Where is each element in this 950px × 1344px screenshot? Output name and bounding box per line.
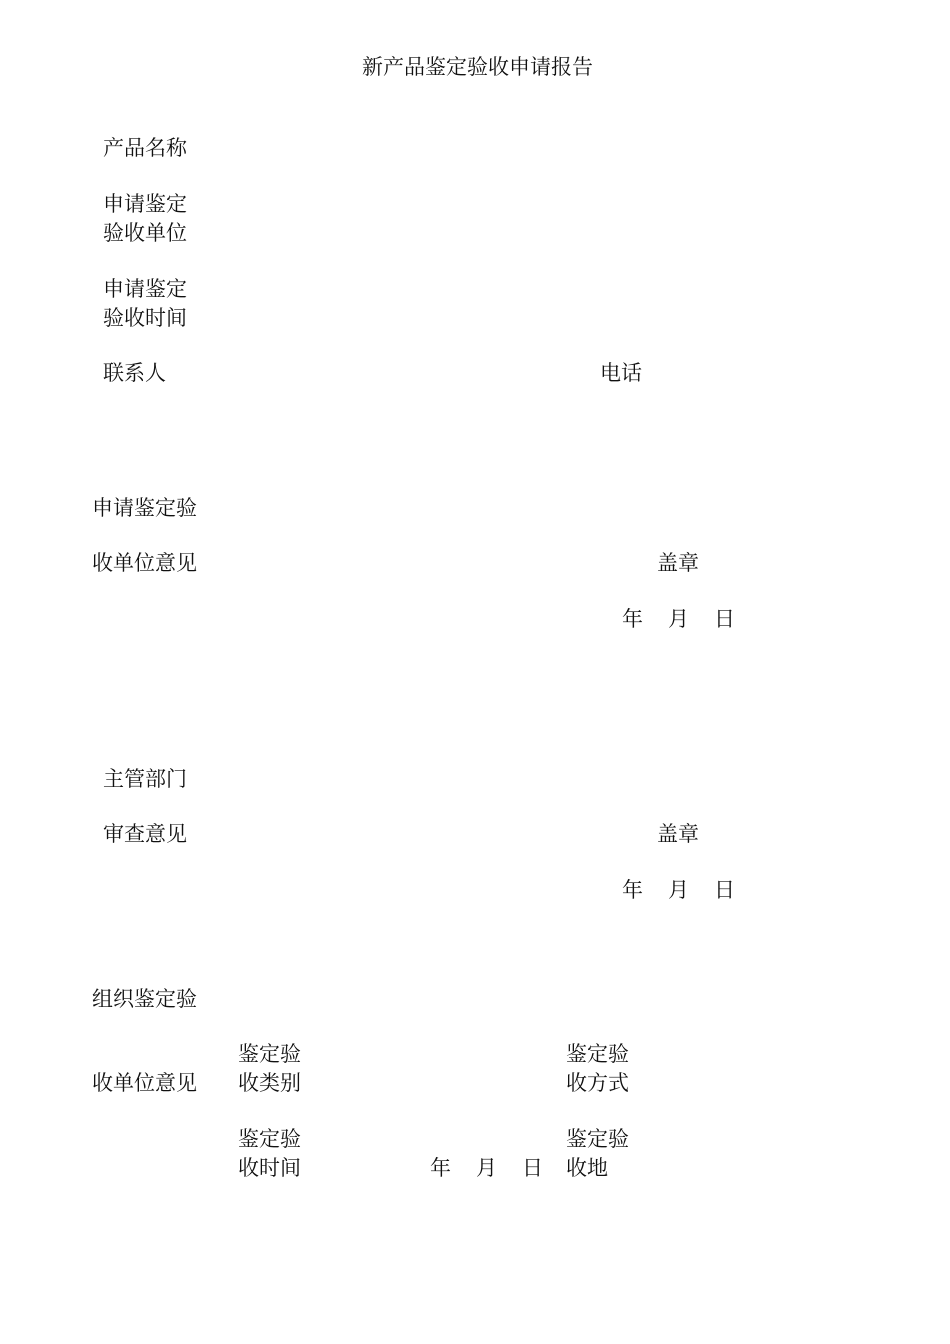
dept-date-year: 年: [622, 878, 643, 902]
org-category-label: [238, 1040, 301, 1098]
org-method-label-line1: 鉴定验: [566, 1042, 629, 1066]
org-method-label-line2: 收方式: [566, 1071, 629, 1095]
org-category-label-line1: 鉴定验: [238, 1042, 301, 1066]
org-opinion-label-line2: 收单位意见: [92, 1071, 197, 1095]
dept-opinion-label-line1: 主管部门: [103, 767, 187, 791]
dept-date-day: 日: [714, 878, 735, 902]
phone-label: 电话: [600, 361, 642, 385]
apply-unit-label-line2: 验收单位: [103, 221, 187, 245]
apply-time-label: [103, 275, 187, 333]
apply-unit-label: [103, 190, 187, 248]
org-time-label-line2: 收时间: [238, 1156, 301, 1180]
apply-date-month: 月: [668, 607, 689, 631]
org-place-label-line1: 鉴定验: [566, 1127, 629, 1151]
org-time-label-line1: 鉴定验: [238, 1127, 301, 1151]
dept-seal-label: 盖章: [657, 822, 699, 846]
org-date-day: 日: [522, 1156, 543, 1180]
dept-date-month: 月: [668, 878, 689, 902]
org-date-year: 年: [430, 1156, 451, 1180]
contact-label: 联系人: [103, 361, 166, 385]
apply-time-label-line2: 验收时间: [103, 306, 187, 330]
apply-date-year: 年: [622, 607, 643, 631]
apply-seal-label: 盖章: [657, 551, 699, 575]
org-category-label-line2: 收类别: [238, 1071, 301, 1095]
apply-unit-label-line1: 申请鉴定: [103, 192, 187, 216]
apply-time-label-line1: 申请鉴定: [103, 277, 187, 301]
org-time-label: [238, 1125, 301, 1183]
org-opinion-label-line1: 组织鉴定验: [92, 987, 197, 1011]
org-method-label: [566, 1040, 629, 1098]
apply-opinion-label-line1: 申请鉴定验: [92, 496, 197, 520]
org-place-label: [566, 1125, 629, 1183]
org-place-label-line2: 收地: [566, 1156, 608, 1180]
dept-opinion-label-line2: 审查意见: [103, 822, 187, 846]
product-name-label: 产品名称: [103, 136, 187, 160]
apply-date-day: 日: [714, 607, 735, 631]
org-date-month: 月: [476, 1156, 497, 1180]
page-title: 新产品鉴定验收申请报告: [362, 55, 593, 79]
apply-opinion-label-line2: 收单位意见: [92, 551, 197, 575]
